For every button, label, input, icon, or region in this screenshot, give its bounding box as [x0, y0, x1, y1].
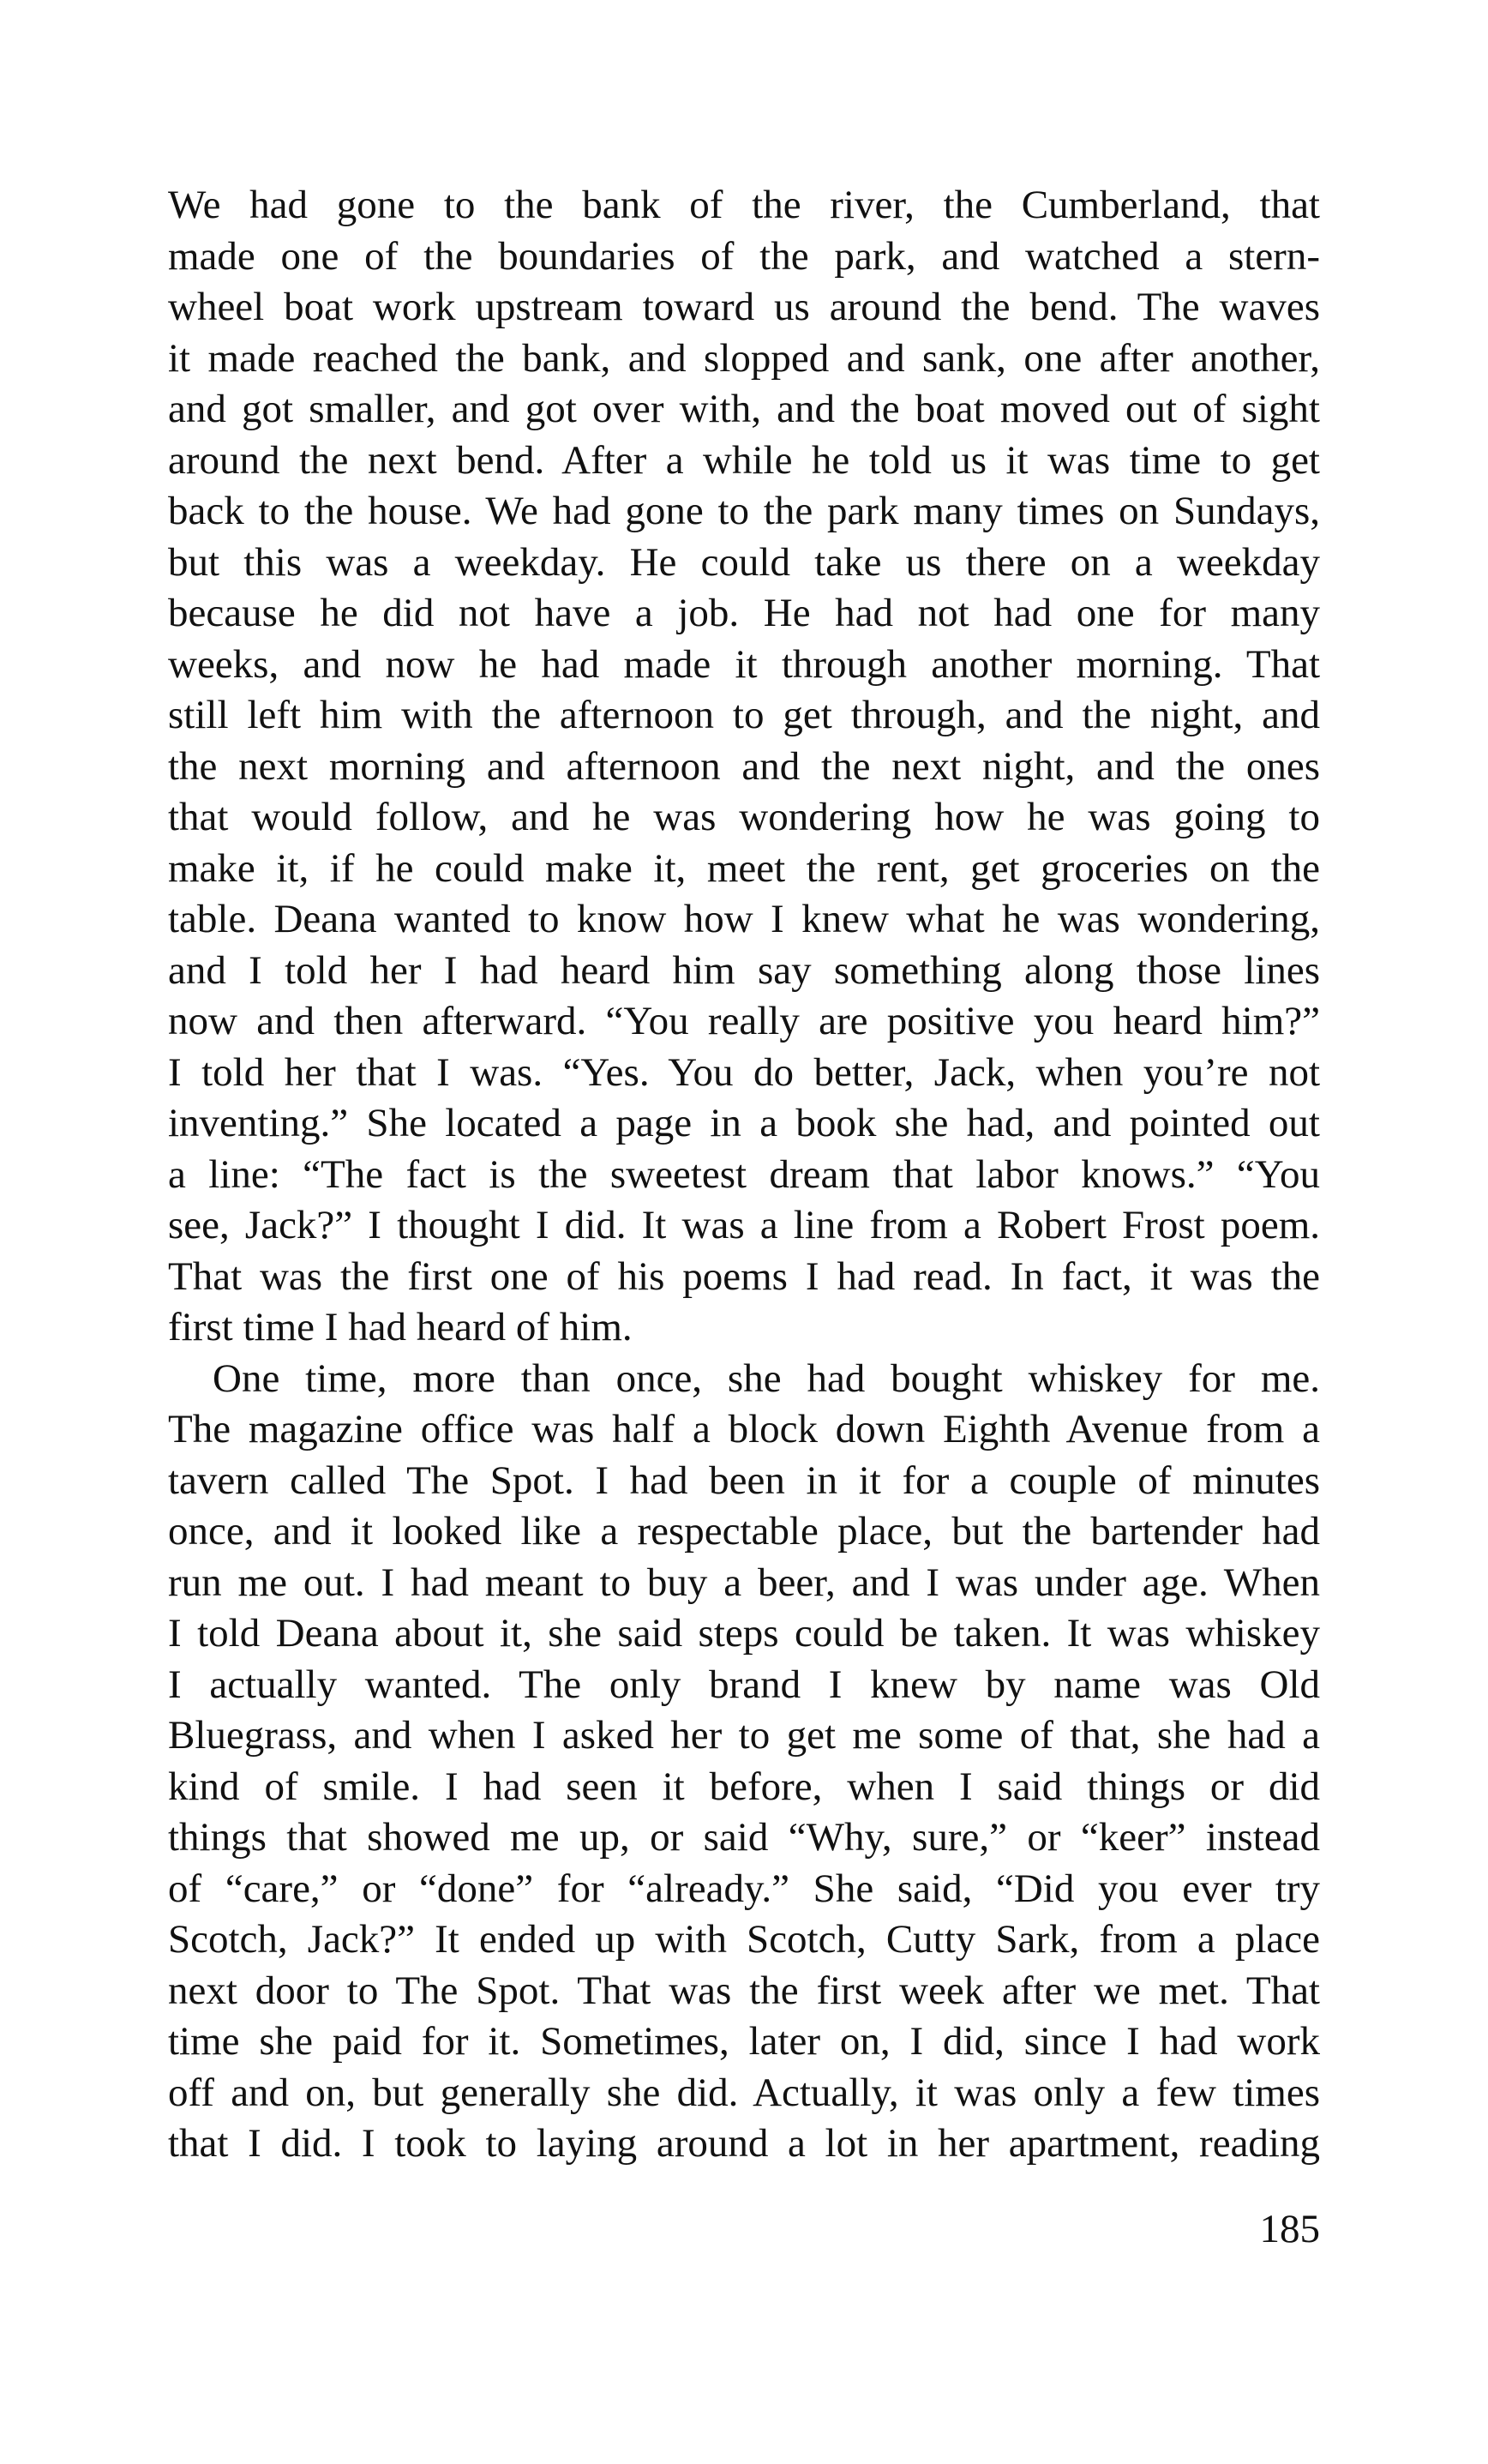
- text-line: make it, if he could make it, meet the rent, get groceries on the: [168, 845, 1320, 891]
- text-line-paragraph-end: first time I had heard of him.: [168, 1305, 633, 1349]
- text-line: time she paid for it. Sometimes, later on, I did, since I had work: [168, 2019, 1320, 2064]
- text-line: made one of the boundaries of the park, and watched a stern-: [168, 233, 1320, 279]
- text-line: and I told her I had heard him say something along those lines: [168, 947, 1320, 993]
- text-line: around the next bend. After a while he told us it was time to get: [168, 437, 1320, 483]
- text-line: kind of smile. I had seen it before, when I said things or did: [168, 1764, 1320, 1809]
- text-line: inventing.” She located a page in a book she had, and pointed out: [168, 1101, 1320, 1145]
- text-line: off and on, but generally she did. Actually, it was only a few times: [168, 2070, 1320, 2115]
- text-line: the next morning and afternoon and the next night, and the ones: [168, 743, 1320, 789]
- text-line: next door to The Spot. That was the first week after we met. That: [168, 1968, 1320, 2013]
- text-line: see, Jack?” I thought I did. It was a line from a Robert Frost poem.: [168, 1203, 1320, 1247]
- body-text: [168, 180, 1320, 2170]
- text-line: I told her that I was. “Yes. You do better, Jack, when you’re not: [168, 1049, 1320, 1095]
- page-number: 185: [1259, 2207, 1320, 2251]
- text-line: and got smaller, and got over with, and the boat moved out of sight: [168, 387, 1320, 431]
- text-line: We had gone to the bank of the river, the Cumberland, that: [168, 183, 1320, 227]
- text-line: I told Deana about it, she said steps could be taken. It was whiskey: [168, 1611, 1320, 1656]
- text-line: back to the house. We had gone to the park many times on Sundays,: [168, 489, 1320, 533]
- text-line: weeks, and now he had made it through another morning. That: [168, 641, 1320, 687]
- text-line: that would follow, and he was wondering how he was going to: [168, 795, 1320, 839]
- text-line: I actually wanted. The only brand I knew by name was Old: [168, 1662, 1320, 1707]
- text-line: Bluegrass, and when I asked her to get me some of that, she had a: [168, 1713, 1320, 1758]
- text-line: because he did not have a job. He had not had one for many: [168, 591, 1320, 635]
- text-line: once, and it looked like a respectable place, but the bartender had: [168, 1509, 1320, 1554]
- text-line: Scotch, Jack?” It ended up with Scotch, Cutty Sark, from a place: [168, 1917, 1320, 1962]
- text-line: still left him with the afternoon to get through, and the night, and: [168, 693, 1320, 737]
- text-line-paragraph-start: One time, more than once, she had bought whiskey for me.: [213, 1355, 1320, 1401]
- text-line: now and then afterward. “You really are positive you heard him?”: [168, 999, 1320, 1043]
- text-line: The magazine office was half a block down Eighth Avenue from a: [168, 1407, 1320, 1451]
- text-line: that I did. I took to laying around a lot in her apartment, reading: [168, 2121, 1320, 2166]
- text-line: tavern called The Spot. I had been in it for a couple of minutes: [168, 1457, 1320, 1503]
- text-line: of “care,” or “done” for “already.” She said, “Did you ever try: [168, 1866, 1320, 1911]
- text-line: things that showed me up, or said “Why, sure,” or “keer” instead: [168, 1815, 1320, 1860]
- text-line: wheel boat work upstream toward us around the bend. The waves: [168, 285, 1320, 329]
- text-line: it made reached the bank, and slopped and sank, one after another,: [168, 335, 1320, 381]
- text-line: run me out. I had meant to buy a beer, and I was under age. When: [168, 1560, 1320, 1605]
- text-line: That was the first one of his poems I had read. In fact, it was the: [168, 1253, 1320, 1299]
- text-line: a line: “The fact is the sweetest dream that labor knows.” “You: [168, 1151, 1320, 1197]
- text-line: but this was a weekday. He could take us there on a weekday: [168, 539, 1320, 585]
- text-line: table. Deana wanted to know how I knew what he was wondering,: [168, 897, 1320, 941]
